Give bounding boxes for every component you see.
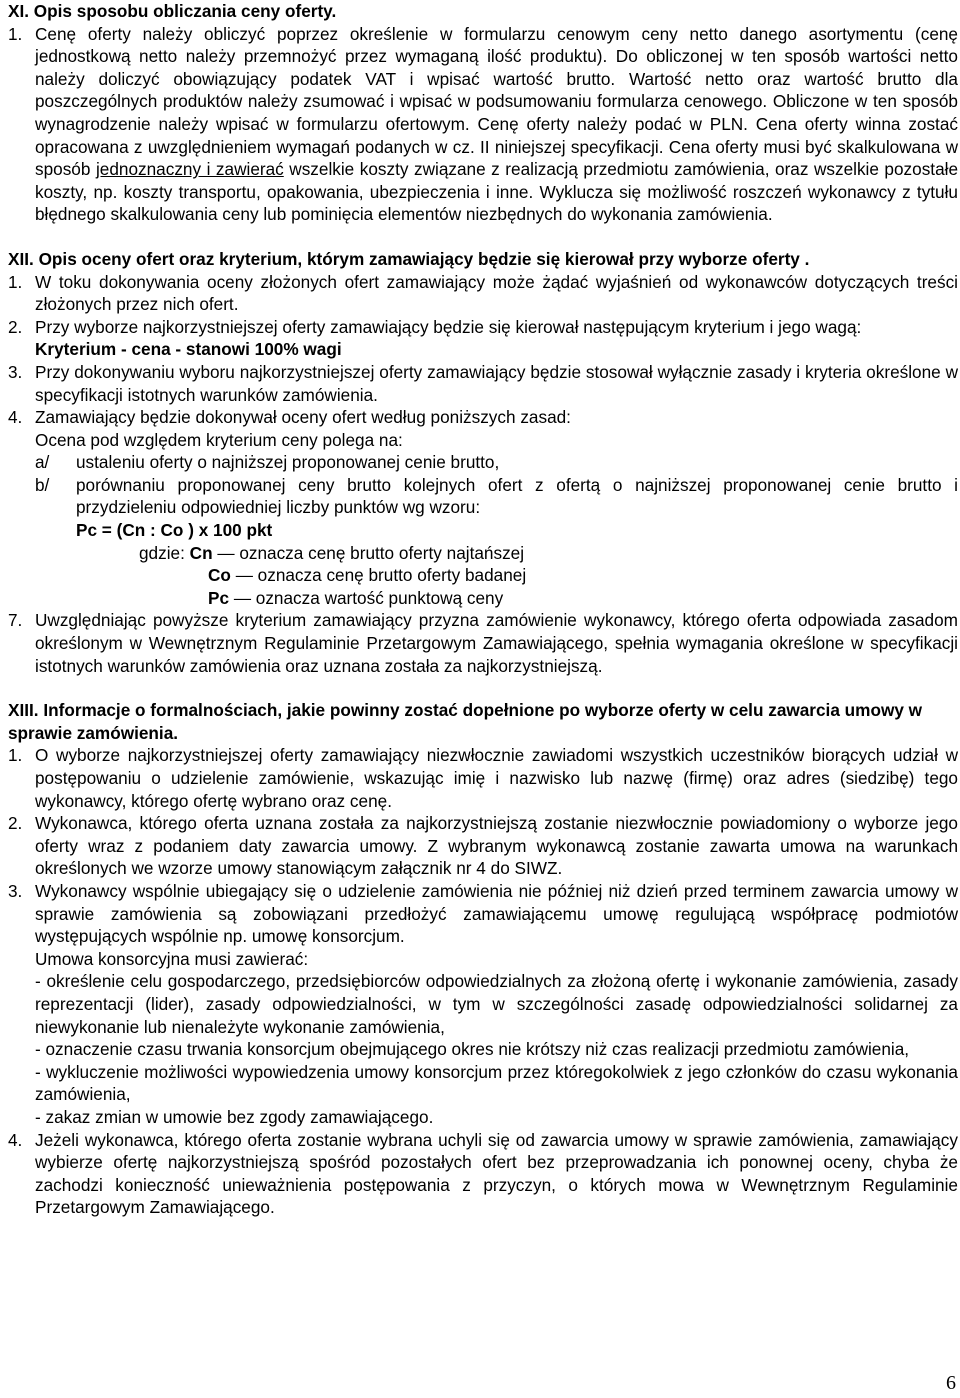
point-label: b/	[35, 474, 50, 495]
consortium-point: - wykluczenie możliwości wypowiedzenia umowy konsorcjum przez któregokolwiek z jego członków do czasu wykonania zamówienia,	[35, 1061, 958, 1105]
section-xi-heading: XI. Opis sposobu obliczania ceny oferty.	[8, 1, 337, 21]
formula-legend-co	[8, 564, 958, 587]
consortium-point: - oznaczenie czasu trwania konsorcjum obejmującego okres nie krótszy niż czas realizacji przedmiotu zamówienia,	[35, 1039, 910, 1060]
item-text	[35, 23, 958, 226]
item-text: W toku dokonywania oceny złożonych ofert zamawiający może żądać wyjaśnień od wykonawców dotyczących treści złożonych przez nich ofert.	[35, 271, 958, 315]
section-xii-heading: XII. Opis oceny ofert oraz kryterium, którym zamawiający będzie się kierował przy wyborze oferty .	[8, 248, 810, 269]
item-text: Zamawiający będzie dokonywał oceny ofert według poniższych zasad:	[35, 407, 571, 428]
item-text	[35, 316, 958, 361]
underlined-text: jednoznaczny i zawierać	[95, 159, 284, 180]
section-xii-item-4	[8, 406, 958, 429]
item-number: 3.	[8, 880, 23, 901]
item-text: Uwzględniając powyższe kryterium zamawiający przyzna zamówienie wykonawcy, którego oferta odpowiada zasadom określonym w Wewnętrznym Regulaminie Przetargowym Zamawiającego, spełnia wymagania określone w specyfikacji istotnych warunków zamówienia oraz uznana została za najkorzystniejszą.	[35, 610, 958, 676]
evaluation-intro: Ocena pod względem kryterium ceny polega na:	[35, 429, 403, 450]
where-label: gdzie:	[139, 542, 185, 563]
section-xiii-item-1	[8, 744, 958, 812]
section-xii-item-1	[8, 271, 958, 316]
section-xii-item-7	[8, 609, 958, 677]
criterion-text: Kryterium - cena - stanowi 100% wagi	[35, 339, 342, 360]
section-xii-item-3	[8, 361, 958, 406]
formula-legend-cn	[8, 542, 958, 565]
price-calc-text-end: wszelkie koszty związane z realizacją przedmiotu zamówienia, oraz wszelkie pozostałe koszty, np. koszty transportu, opakowania, ubezpieczenia i inne. Wyklucza się możliwość roszczeń wykonawcy z tytułu błędnego skalkulowania ceny lub pominięcia elementów niezbędnych do wykonania zamówienia.	[35, 159, 959, 225]
price-calc-text: Cenę oferty należy obliczyć poprzez określenie w formularzu cenowym ceny netto danego asortymentu (cenę jednostkową netto należy przemnożyć przez wymaganą ilość produktu). Do obliczonej w ten sposób wartości netto należy doliczyć obowiązujący podatek VAT i wpisać wartość brutto. Wartość netto oraz wartość brutto dla poszczególnych produktów należy zsumować i wpisać w podsumowaniu formularza cenowego. Obliczone w ten sposób wynagrodzenie należy wpisać w formularzu ofertowym. Cenę oferty należy podać w PLN. Cena oferty winna zostać opracowana z uwzględnieniem wymagań podanych w cz. II niniejszej specyfikacji. Cena oferty musi być skalkulowana w sposób	[35, 23, 958, 180]
item-text: Przy dokonywaniu wyboru najkorzystniejszej oferty zamawiający będzie stosował wyłącznie zasady i kryteria określone w specyfikacji istotnych warunków zamówienia.	[35, 361, 958, 405]
section-xiii-item-2	[8, 812, 958, 880]
symbol-co: Co	[208, 565, 231, 586]
section-xiii-item-4	[8, 1129, 958, 1219]
score-formula: Pc = (Cn : Co ) x 100 pkt	[76, 520, 273, 541]
document-page	[8, 0, 958, 1219]
symbol-desc: — oznacza cenę brutto oferty badanej	[235, 565, 527, 586]
section-xi-item-1	[8, 23, 958, 226]
consortium-text: Wykonawcy wspólnie ubiegający się o udzielenie zamówienia nie później niż dzień przed terminem zawarcia umowy w sprawie zamówienia są zobowiązani przedłożyć zamawiającemu umowę regulującą współpracę podmiotów występujących wspólnie np. umowę konsorcjum.	[35, 880, 958, 947]
item-number: 2.	[8, 316, 23, 337]
symbol-pc: Pc	[208, 587, 230, 608]
point-label: a/	[35, 452, 50, 473]
section-xii-item-2	[8, 316, 958, 361]
item-number: 1.	[8, 23, 23, 44]
consortium-intro: Umowa konsorcyjna musi zawierać:	[35, 948, 309, 969]
item-number: 1.	[8, 271, 23, 292]
evaluation-point-b	[8, 474, 958, 519]
item-number: 2.	[8, 813, 23, 834]
point-text: porównaniu proponowanej ceny brutto kolejnych ofert z ofertą o najniższej proponowanej cenie brutto i przydzieleniu odpowiedniej liczby punktów wg wzoru:	[76, 474, 958, 518]
symbol-cn: Cn	[189, 542, 213, 563]
item-number: 4.	[8, 407, 23, 428]
item-number: 7.	[8, 610, 23, 631]
symbol-desc: — oznacza cenę brutto oferty najtańszej	[217, 542, 525, 563]
consortium-point: - określenie celu gospodarczego, przedsiębiorców odpowiedzialnych za złożoną ofertę i wykonanie zamówienia, zasady reprezentacji (lider), zasady odpowiedzialności, w tym w szczególności zasadę odpowiedzialności solidarnej za niewykonanie lub nienależyte wykonanie zamówienia,	[35, 971, 958, 1037]
item-number: 4.	[8, 1129, 23, 1150]
point-text: ustaleniu oferty o najniższej proponowanej cenie brutto,	[76, 452, 500, 473]
section-xiii-heading: XIII. Informacje o formalnościach, jakie powinny zostać dopełnione po wyborze oferty w celu zawarcia umowy w sprawie zamówienia.	[8, 700, 923, 743]
section-xiii-item-3	[8, 880, 958, 1129]
page-number: 6	[946, 1372, 956, 1394]
item-text: Wykonawca, którego oferta uznana została za najkorzystniejszą zostanie niezwłocznie powiadomiony o wyborze jego oferty wraz z podaniem daty zawarcia umowy. Z wybranym wykonawcą zostanie zawarta umowa na warunkach określonych we wzorze umowy stanowiącym załącznik nr 4 do SIWZ.	[35, 813, 958, 879]
item-text: Jeżeli wykonawca, którego oferta zostanie wybrana uchyli się od zawarcia umowy w sprawie zamówienia, zamawiający wybierze ofertę najkorzystniejszą spośród pozostałych ofert bez przeprowadzania ich ponownej oceny, chyba że zachodzi konieczność unieważnienia postępowania z przyczyn, o których mowa w Wewnętrznym Regulaminie Przetargowym Zamawiającego.	[35, 1129, 958, 1218]
symbol-desc: — oznacza wartość punktową ceny	[233, 587, 504, 608]
evaluation-point-a	[8, 451, 958, 474]
item-number: 1.	[8, 745, 23, 766]
criterion-intro: Przy wyborze najkorzystniejszej oferty zamawiający będzie się kierował następującym kryterium i jego wagą:	[35, 316, 862, 337]
item-text	[35, 880, 958, 1129]
item-number: 3.	[8, 361, 23, 382]
formula-legend-pc	[8, 587, 958, 610]
consortium-point: - zakaz zmian w umowie bez zgody zamawiającego.	[35, 1106, 434, 1127]
item-text: O wyborze najkorzystniejszej oferty zamawiający niezwłocznie zawiadomi wszystkich uczestników biorących udział w postępowaniu o udzielenie zamówienie, wskazując imię i nazwisko lub nazwę (firmę) oraz adres (siedzibę) tego wykonawcy, którego ofertę wybrano oraz cenę.	[35, 745, 958, 811]
